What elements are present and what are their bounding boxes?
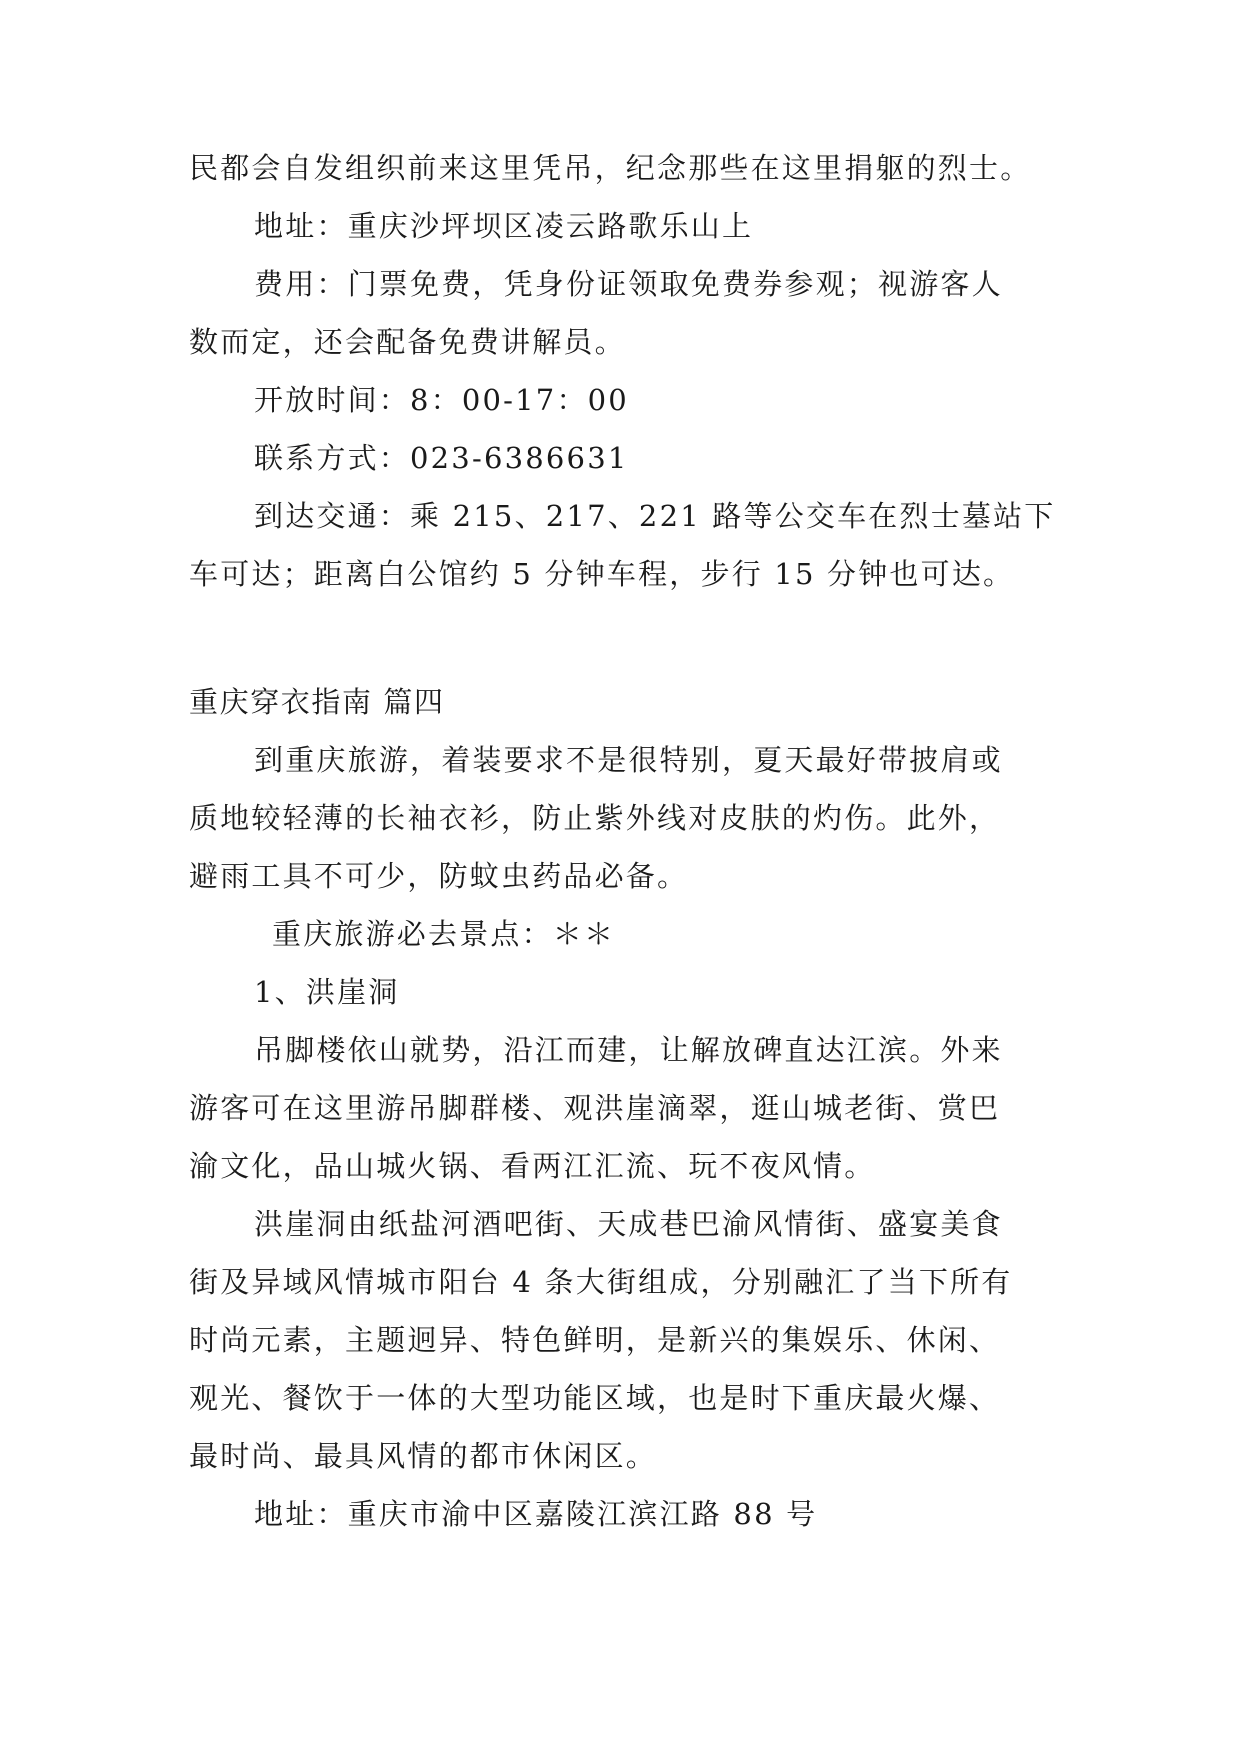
section-heading: 重庆穿衣指南 篇四 xyxy=(189,685,445,719)
paragraph-line: 民都会自发组织前来这里凭吊，纪念那些在这里捐躯的烈士。 xyxy=(189,151,1032,185)
paragraph-line: 渝文化，品山城火锅、看两江汇流、玩不夜风情。 xyxy=(189,1149,876,1183)
paragraph-line: 观光、餐饮于一体的大型功能区域，也是时下重庆最火爆、 xyxy=(189,1381,1001,1415)
paragraph-line: 吊脚楼依山就势，沿江而建，让解放碑直达江滨。外来 xyxy=(254,1033,1003,1067)
attraction-title: 1、洪崖洞 xyxy=(254,975,400,1009)
paragraph-line: 避雨工具不可少，防蚊虫药品必备。 xyxy=(189,859,689,893)
address-line: 地址：重庆市渝中区嘉陵江滨江路 88 号 xyxy=(254,1497,818,1531)
fee-line: 费用：门票免费，凭身份证领取免费券参观；视游客人 xyxy=(254,267,1003,301)
address-line: 地址：重庆沙坪坝区凌云路歌乐山上 xyxy=(254,209,754,243)
paragraph-line: 街及异域风情城市阳台 4 条大街组成，分别融汇了当下所有 xyxy=(189,1265,1013,1299)
paragraph-line: 质地较轻薄的长袖衣衫，防止紫外线对皮肤的灼伤。此外， xyxy=(189,801,1001,835)
paragraph-line: 到重庆旅游，着装要求不是很特别，夏天最好带披肩或 xyxy=(254,743,1003,777)
opening-hours-line: 开放时间：8：00-17：00 xyxy=(254,383,629,417)
fee-line-continued: 数而定，还会配备免费讲解员。 xyxy=(189,325,626,359)
transport-line-continued: 车可达；距离白公馆约 5 分钟车程，步行 15 分钟也可达。 xyxy=(189,557,1015,591)
transport-line: 到达交通：乘 215、217、221 路等公交车在烈士墓站下 xyxy=(254,499,1056,533)
contact-line: 联系方式：023-6386631 xyxy=(254,441,629,475)
paragraph-line: 最时尚、最具风情的都市休闲区。 xyxy=(189,1439,658,1473)
paragraph-line: 游客可在这里游吊脚群楼、观洪崖滴翠，逛山城老街、赏巴 xyxy=(189,1091,1001,1125)
paragraph-line: 洪崖洞由纸盐河酒吧街、天成巷巴渝风情街、盛宴美食 xyxy=(254,1207,1003,1241)
attractions-subheading: 重庆旅游必去景点：＊＊ xyxy=(272,917,616,951)
paragraph-line: 时尚元素，主题迥异、特色鲜明，是新兴的集娱乐、休闲、 xyxy=(189,1323,1001,1357)
